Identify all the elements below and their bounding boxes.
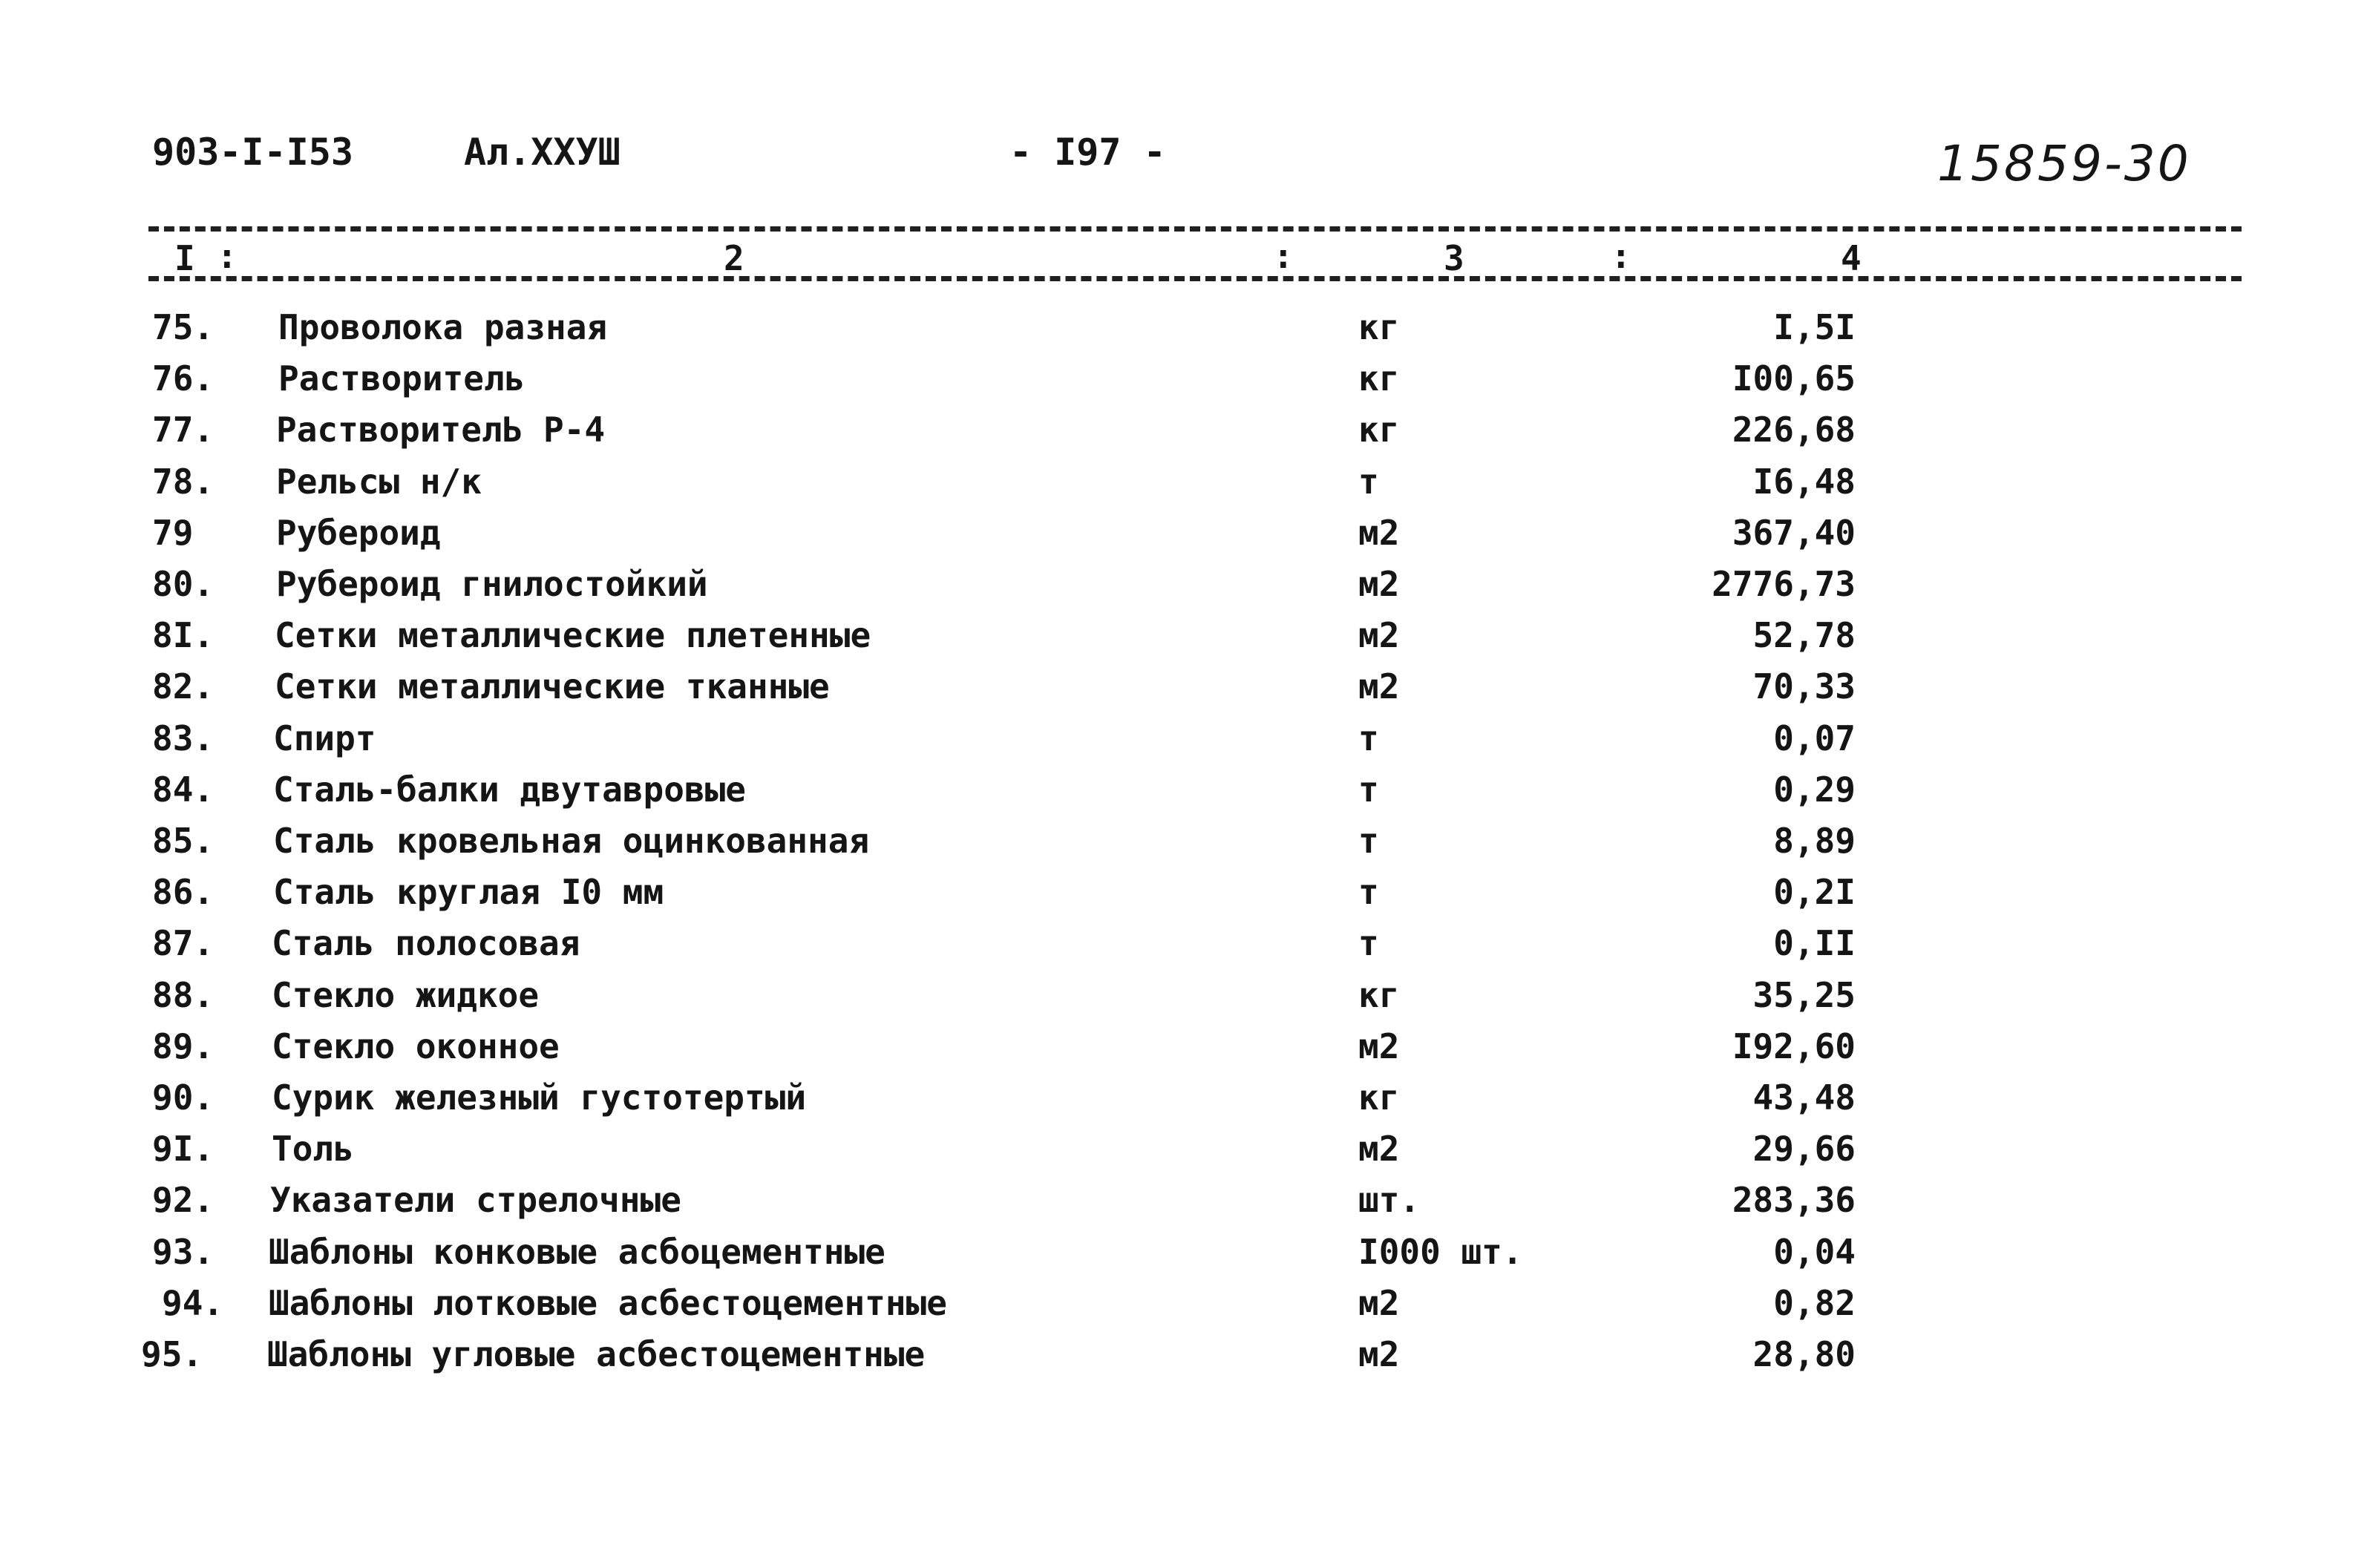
unit-of-measure: кг — [1358, 975, 1400, 1015]
unit-of-measure: м2 — [1358, 1129, 1400, 1169]
quantity-value: I6,48 — [1752, 462, 1856, 502]
material-name: Проволока разная — [278, 307, 608, 347]
material-name: Сталь полосовая — [272, 923, 580, 963]
material-name: Шаблоны лотковые асбестоцементные — [269, 1283, 947, 1323]
row-number: 75. — [152, 307, 215, 347]
unit-of-measure: м2 — [1358, 564, 1400, 604]
quantity-value: 0,II — [1773, 923, 1856, 963]
column-header-4: 4 — [1841, 238, 1862, 278]
row-number: 94. — [162, 1283, 224, 1323]
document-code: 903-I-I53 — [152, 131, 353, 174]
row-number: 8I. — [152, 615, 215, 655]
unit-of-measure: т — [1358, 718, 1379, 758]
row-number: 78. — [152, 462, 215, 502]
row-number: 87. — [152, 923, 215, 963]
unit-of-measure: I000 шт. — [1358, 1232, 1523, 1272]
unit-of-measure: кг — [1358, 1077, 1400, 1118]
column-header-1: I — [174, 238, 195, 278]
unit-of-measure: т — [1358, 770, 1379, 810]
unit-of-measure: м2 — [1358, 666, 1400, 706]
unit-of-measure: т — [1358, 923, 1379, 963]
quantity-value: 226,68 — [1732, 410, 1856, 450]
material-name: Сталь-балки двутавровые — [273, 770, 746, 810]
unit-of-measure: кг — [1358, 307, 1400, 347]
row-number: 80. — [152, 564, 215, 604]
album-label: Ал.ХХУШ — [464, 131, 621, 174]
quantity-value: 43,48 — [1752, 1077, 1856, 1118]
column-header-2: 2 — [724, 238, 744, 278]
row-number: 76. — [152, 358, 215, 398]
row-number: 9I. — [152, 1129, 215, 1169]
row-number: 84. — [152, 770, 215, 810]
material-name: Растворитель — [278, 358, 526, 398]
material-name: Сетки металлические тканные — [275, 666, 830, 706]
quantity-value: 0,04 — [1773, 1232, 1856, 1272]
quantity-value: 0,2I — [1773, 872, 1856, 912]
row-number: 92. — [152, 1180, 215, 1220]
unit-of-measure: т — [1358, 462, 1379, 502]
quantity-value: 29,66 — [1752, 1129, 1856, 1169]
material-name: Сурик железный густотертый — [272, 1077, 807, 1118]
material-name: Шаблоны конковые асбоцементные — [269, 1232, 885, 1272]
material-name: Сталь кровельная оцинкованная — [273, 821, 870, 861]
row-number: 93. — [152, 1232, 215, 1272]
material-name: Указатели стрелочные — [270, 1180, 681, 1220]
material-name: РастворителЬ Р-4 — [276, 410, 606, 450]
unit-of-measure: т — [1358, 872, 1379, 912]
quantity-value: 367,40 — [1732, 513, 1856, 553]
material-name: Рельсы н/к — [276, 462, 482, 502]
row-number: 89. — [152, 1026, 215, 1066]
row-number: 86. — [152, 872, 215, 912]
material-name: Стекло оконное — [272, 1026, 560, 1066]
unit-of-measure: м2 — [1358, 513, 1400, 553]
row-number: 83. — [152, 718, 215, 758]
column-separator: : — [1611, 236, 1631, 276]
column-separator: : — [217, 236, 238, 276]
quantity-value: I,5I — [1773, 307, 1856, 347]
quantity-value: 28,80 — [1752, 1334, 1856, 1374]
unit-of-measure: м2 — [1358, 1283, 1400, 1323]
quantity-value: I00,65 — [1732, 358, 1856, 398]
material-name: Толь — [272, 1129, 354, 1169]
unit-of-measure: т — [1358, 821, 1379, 861]
quantity-value: 8,89 — [1773, 821, 1856, 861]
row-number: 85. — [152, 821, 215, 861]
quantity-value: 0,82 — [1773, 1283, 1856, 1323]
column-separator: : — [1273, 236, 1294, 276]
header-rule-top — [148, 226, 2242, 232]
material-name: Спирт — [273, 718, 376, 758]
unit-of-measure: кг — [1358, 410, 1400, 450]
material-name: Стекло жидкое — [272, 975, 540, 1015]
row-number: 95. — [141, 1334, 203, 1374]
quantity-value: 70,33 — [1752, 666, 1856, 706]
unit-of-measure: м2 — [1358, 1026, 1400, 1066]
unit-of-measure: м2 — [1358, 615, 1400, 655]
material-name: Рубероид — [276, 513, 441, 553]
row-number: 77. — [152, 410, 215, 450]
column-header-3: 3 — [1444, 238, 1464, 278]
quantity-value: 52,78 — [1752, 615, 1856, 655]
unit-of-measure: кг — [1358, 358, 1400, 398]
handwritten-number: 15859-30 — [1937, 135, 2191, 192]
unit-of-measure: м2 — [1358, 1334, 1400, 1374]
material-name: Шаблоны угловые асбестоцементные — [267, 1334, 926, 1374]
quantity-value: 35,25 — [1752, 975, 1856, 1015]
material-name: Сталь круглая I0 мм — [273, 872, 664, 912]
row-number: 79 — [152, 513, 194, 553]
quantity-value: 283,36 — [1732, 1180, 1856, 1220]
quantity-value: 0,07 — [1773, 718, 1856, 758]
row-number: 88. — [152, 975, 215, 1015]
unit-of-measure: шт. — [1358, 1180, 1421, 1220]
header-rule-bottom — [148, 276, 2242, 281]
material-name: Сетки металлические плетенные — [275, 615, 871, 655]
page-number: - I97 - — [1009, 131, 1166, 174]
quantity-value: 0,29 — [1773, 770, 1856, 810]
row-number: 82. — [152, 666, 215, 706]
row-number: 90. — [152, 1077, 215, 1118]
material-name: Рубероид гнилостойкий — [276, 564, 708, 604]
quantity-value: I92,60 — [1732, 1026, 1856, 1066]
quantity-value: 2776,73 — [1712, 564, 1856, 604]
